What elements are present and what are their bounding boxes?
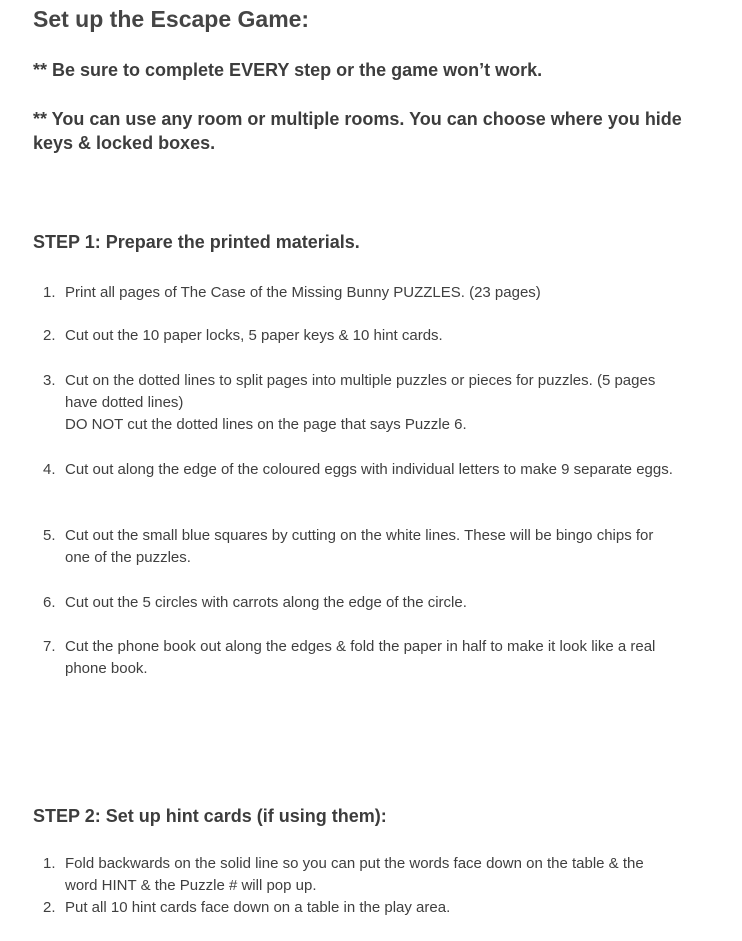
list-item-text: Cut on the dotted lines to split pages into multiple puzzles or pieces for puzzles. (5 pages have dotted lines): [65, 372, 656, 411]
list-item-text: Cut out the small blue squares by cutting on the white lines. These will be bingo chips for one of the puzzles.: [65, 527, 654, 566]
list-number: 1.: [43, 855, 56, 872]
document-title: Set up the Escape Game:: [33, 6, 310, 32]
list-number: 1.: [43, 284, 56, 301]
list-number: 2.: [43, 899, 56, 916]
note-rooms-and-hiding: ** You can use any room or multiple rooms. You can choose where you hide keys & locked boxes.: [33, 109, 682, 153]
note-complete-every-step: ** Be sure to complete EVERY step or the game won’t work.: [33, 60, 543, 80]
list-item-text: Put all 10 hint cards face down on a table in the play area.: [65, 899, 451, 916]
list-item-text: Print all pages of The Case of the Missing Bunny PUZZLES. (23 pages): [65, 284, 541, 301]
step2-heading: STEP 2: Set up hint cards (if using them):: [33, 806, 387, 826]
list-item-text-warning: DO NOT cut the dotted lines on the page that says Puzzle 6.: [65, 416, 467, 433]
list-number: 7.: [43, 638, 56, 655]
list-number: 4.: [43, 461, 56, 478]
step1-heading: STEP 1: Prepare the printed materials.: [33, 232, 360, 252]
list-item-text: Cut out the 10 paper locks, 5 paper keys & 10 hint cards.: [65, 327, 443, 344]
list-number: 2.: [43, 327, 56, 344]
list-item-text: Cut the phone book out along the edges & fold the paper in half to make it look like a real phone book.: [65, 638, 656, 677]
list-item-text: Cut out the 5 circles with carrots along the edge of the circle.: [65, 594, 467, 611]
list-item-text-block: [65, 370, 675, 436]
list-number: 3.: [43, 372, 56, 389]
list-item-text: Cut out along the edge of the coloured eggs with individual letters to make 9 separate eggs.: [65, 461, 673, 478]
list-number: 5.: [43, 527, 56, 544]
list-item-text: Fold backwards on the solid line so you can put the words face down on the table & the word HINT & the Puzzle # will pop up.: [65, 855, 644, 894]
list-number: 6.: [43, 594, 56, 611]
